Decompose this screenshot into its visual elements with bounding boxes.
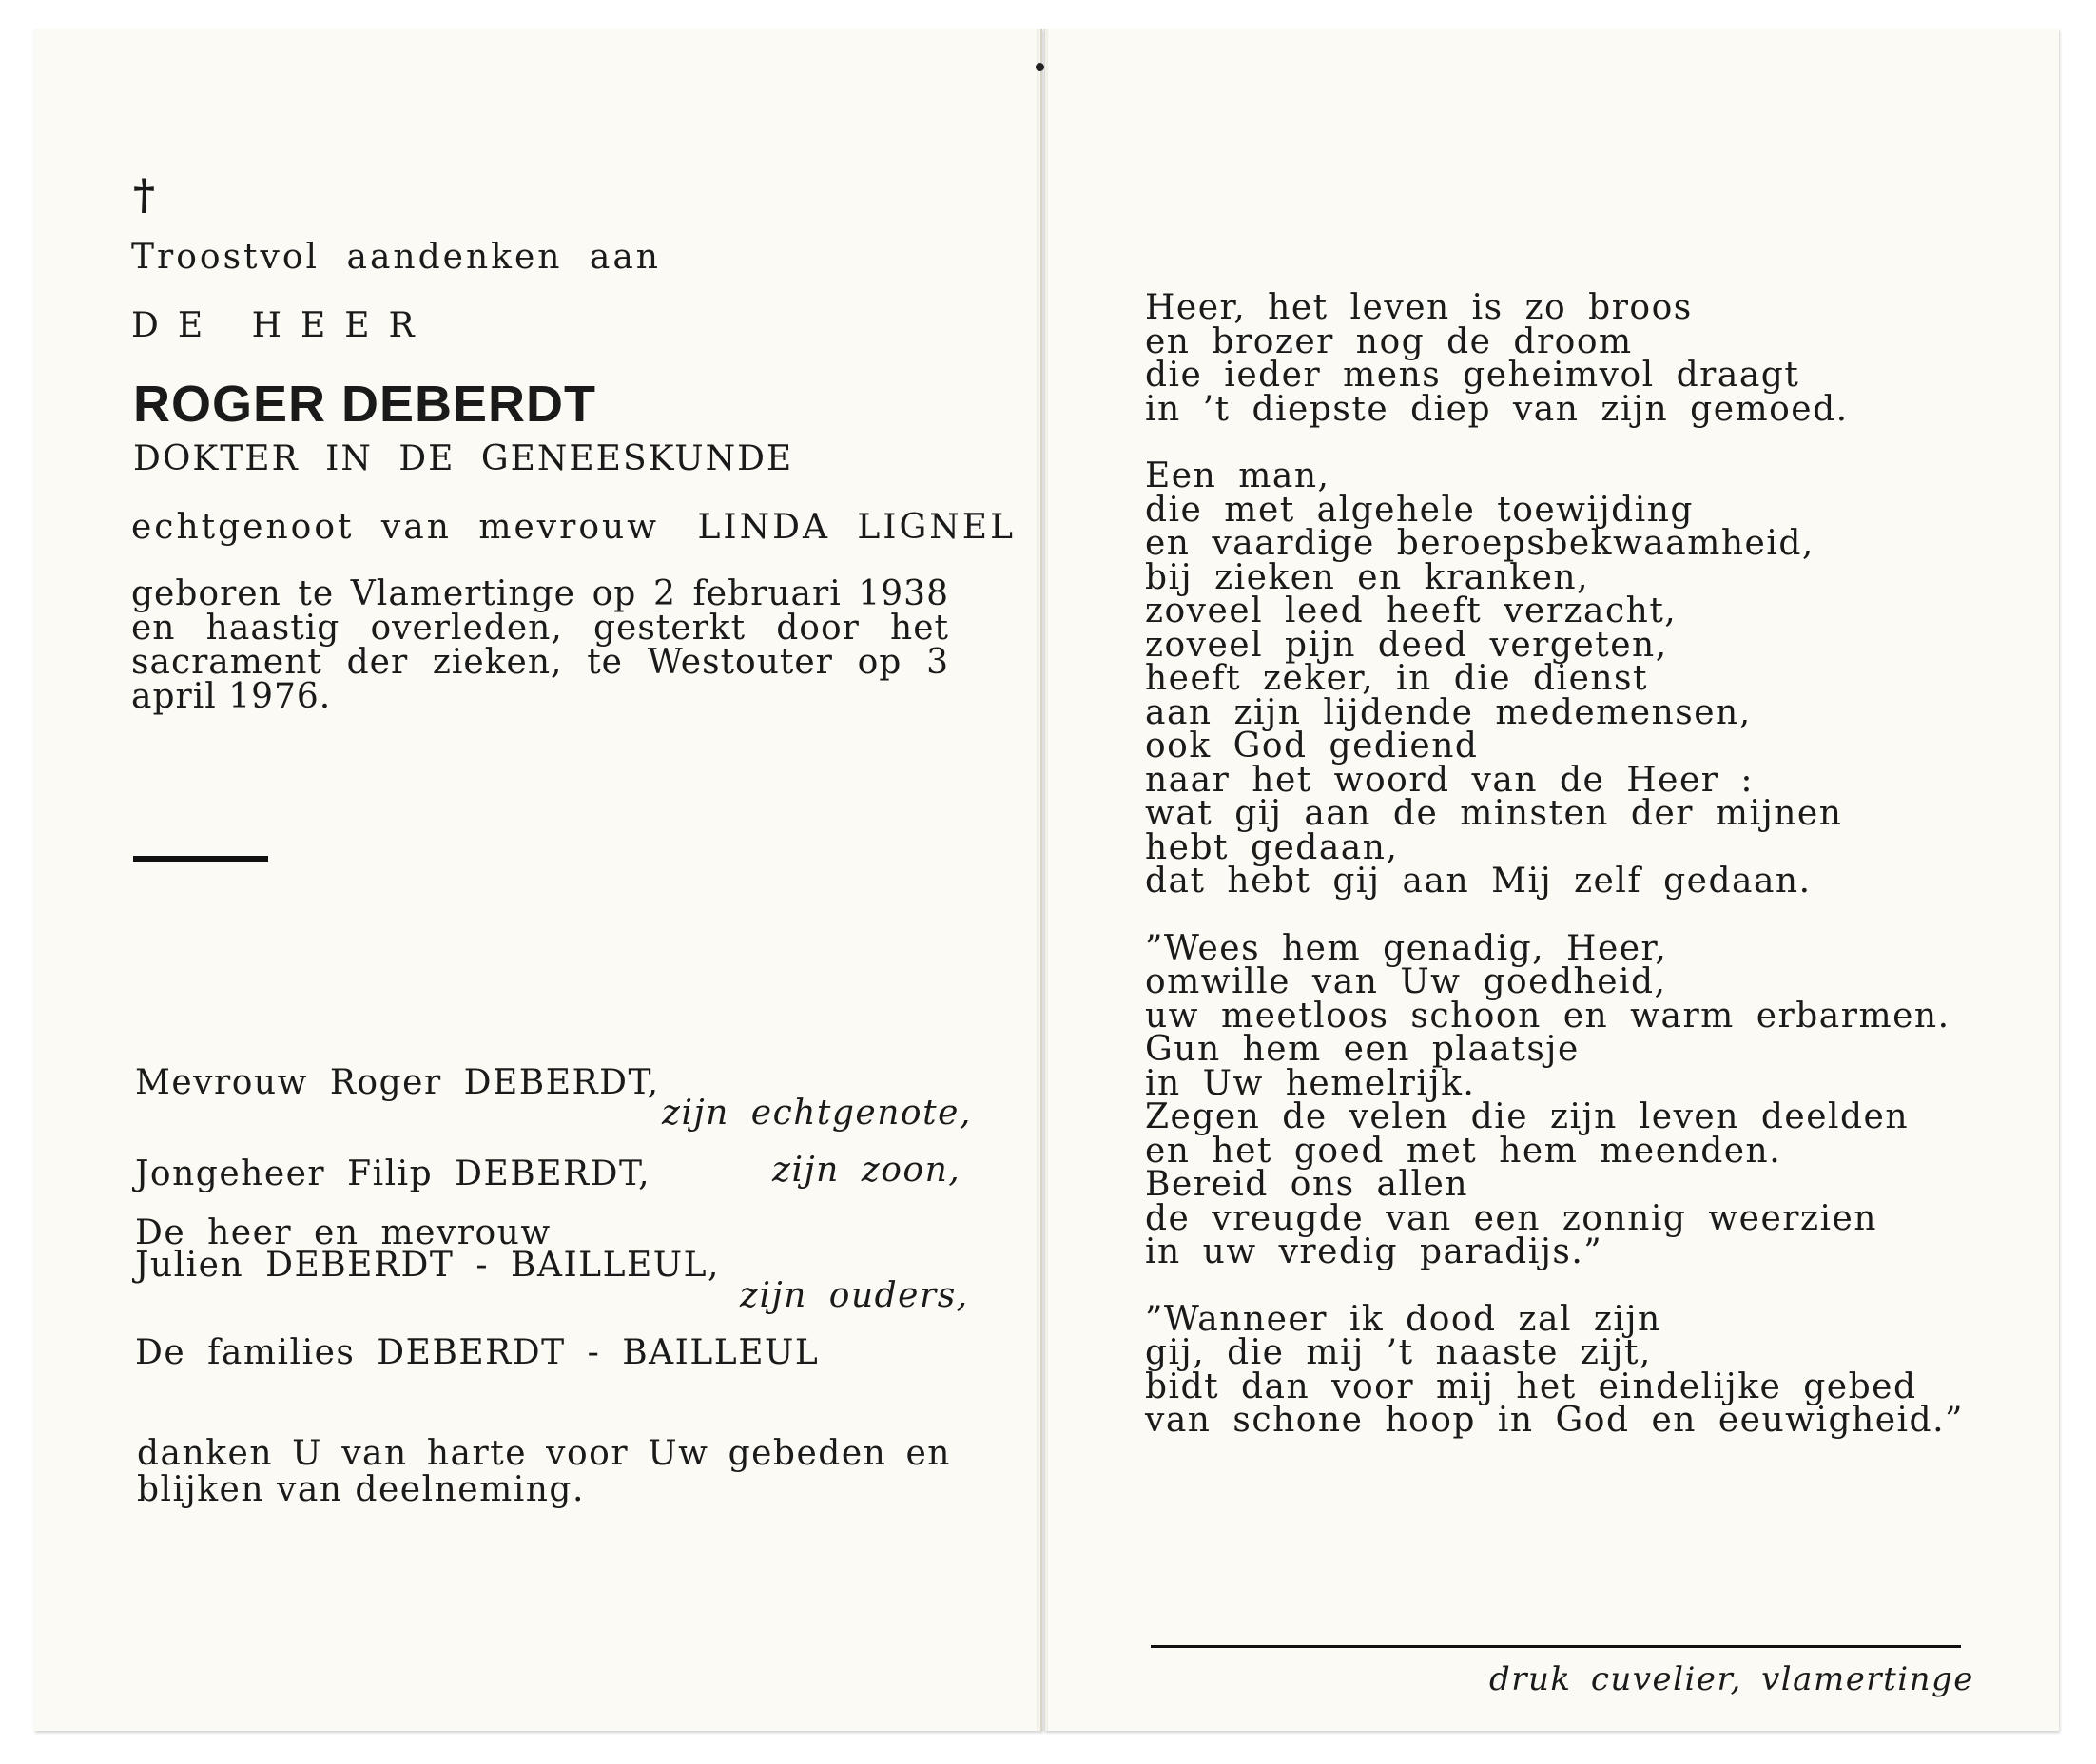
poem-line: Een man, <box>1145 456 1330 495</box>
poem-line: en brozer nog de droom <box>1145 321 1633 361</box>
family-member-name: Julien DEBERDT - BAILLEUL, <box>135 1246 720 1285</box>
printer-credit: druk cuvelier, vlamertinge <box>1489 1660 1974 1698</box>
family-member-relation: zijn echtgenote, <box>662 1094 972 1133</box>
poem-line: heeft zeker, in die dienst <box>1145 659 1648 698</box>
poem-line: dat hebt gij aan Mij zelf gedaan. <box>1145 862 1812 901</box>
poem-line: ”Wanneer ik dood zal zijn <box>1145 1299 1661 1339</box>
divider-long <box>1151 1645 1961 1648</box>
spouse-prefix: echtgenoot van mevrouw <box>131 508 660 547</box>
family-member-relation: zijn zoon, <box>772 1151 961 1190</box>
poem-line: Heer, het leven is zo broos <box>1145 288 1693 327</box>
thanks-text <box>137 1436 951 1508</box>
poem-line: die met algehele toewijding <box>1145 490 1694 530</box>
poem-line: in Uw hemelrijk. <box>1145 1063 1476 1103</box>
biography-line: geboren te Vlamertinge op 2 februari 1938 <box>131 574 949 613</box>
poem-line: naar het woord van de Heer : <box>1145 760 1755 800</box>
poem-line: die ieder mens geheimvol draagt <box>1145 356 1800 395</box>
family-member-relation: zijn ouders, <box>740 1276 969 1315</box>
biography-line: en haastig overleden, gesterkt door het <box>131 609 949 648</box>
poem-line: uw meetloos schoon en warm erbarmen. <box>1145 996 1950 1036</box>
poem-line: bij zieken en kranken, <box>1145 557 1590 597</box>
poem-line: hebt gedaan, <box>1145 827 1399 867</box>
poem-stanza <box>1145 928 1964 1271</box>
deceased-name: ROGER DEBERDT <box>133 376 597 433</box>
poem-line: en het goed met hem meenden. <box>1145 1131 1782 1171</box>
poem-line: Zegen de velen die zijn leven deelden <box>1145 1097 1910 1136</box>
poem-line: wat gij aan de minsten der mijnen <box>1145 794 1843 833</box>
poem-line: en vaardige beroepsbekwaamheid, <box>1145 524 1815 563</box>
divider-short <box>133 856 268 862</box>
card-fold <box>1037 29 1048 1731</box>
profession-title: DOKTER IN DE GENEESKUNDE <box>133 439 794 478</box>
poem-line: bidt dan voor mij het eindelijke gebed <box>1145 1367 1917 1406</box>
thanks-line: blijken van deelneming. <box>137 1470 585 1509</box>
poem-line: de vreugde van een zonnig weerzien <box>1145 1198 1877 1238</box>
intro-text: Troostvol aandenken aan <box>131 238 661 277</box>
poem-line: in uw vredig paradijs.” <box>1145 1232 1603 1271</box>
poem-line: ook God gediend <box>1145 727 1479 766</box>
poem-line: in ’t diepste diep van zijn gemoed. <box>1145 389 1849 429</box>
thanks-line: danken U van harte voor Uw gebeden en <box>137 1434 951 1473</box>
spouse-name: LINDA LIGNEL <box>697 508 1016 547</box>
family-member-name: Mevrouw Roger DEBERDT, <box>135 1063 660 1102</box>
poem-line: ”Wees hem genadig, Heer, <box>1145 928 1668 968</box>
family-member-name: De families DEBERDT - BAILLEUL <box>135 1333 820 1372</box>
poem-stanza <box>1145 288 1964 429</box>
family-member-name: Jongeheer Filip DEBERDT, <box>135 1154 651 1193</box>
poem-line: aan zijn lijdende medemensen, <box>1145 692 1752 732</box>
biography-line: april 1976. <box>131 677 332 716</box>
spouse-line <box>131 508 1016 547</box>
poem-line: omwille van Uw goedheid, <box>1145 962 1667 1001</box>
family-member-name-line1: De heer en mevrouw <box>135 1213 552 1252</box>
poem-line: zoveel pijn deed vergeten, <box>1145 625 1668 665</box>
honorific: DE HEER <box>131 306 434 345</box>
poem-line: zoveel leed heeft verzacht, <box>1145 591 1678 630</box>
poem <box>1145 288 1964 1471</box>
poem-stanza <box>1145 1299 1964 1440</box>
poem-line: gij, die mij ’t naaste zijt, <box>1145 1333 1652 1372</box>
biography-line: sacrament der zieken, te Westouter op 3 <box>131 643 949 682</box>
poem-stanza <box>1145 456 1964 901</box>
staple-hole <box>1036 63 1044 71</box>
poem-line: Bereid ons allen <box>1145 1165 1469 1204</box>
biography <box>131 574 949 716</box>
poem-line: van schone hoop in God en eeuwigheid.” <box>1145 1401 1964 1440</box>
poem-line: Gun hem een plaatsje <box>1145 1030 1580 1069</box>
cross-symbol: † <box>133 171 156 220</box>
